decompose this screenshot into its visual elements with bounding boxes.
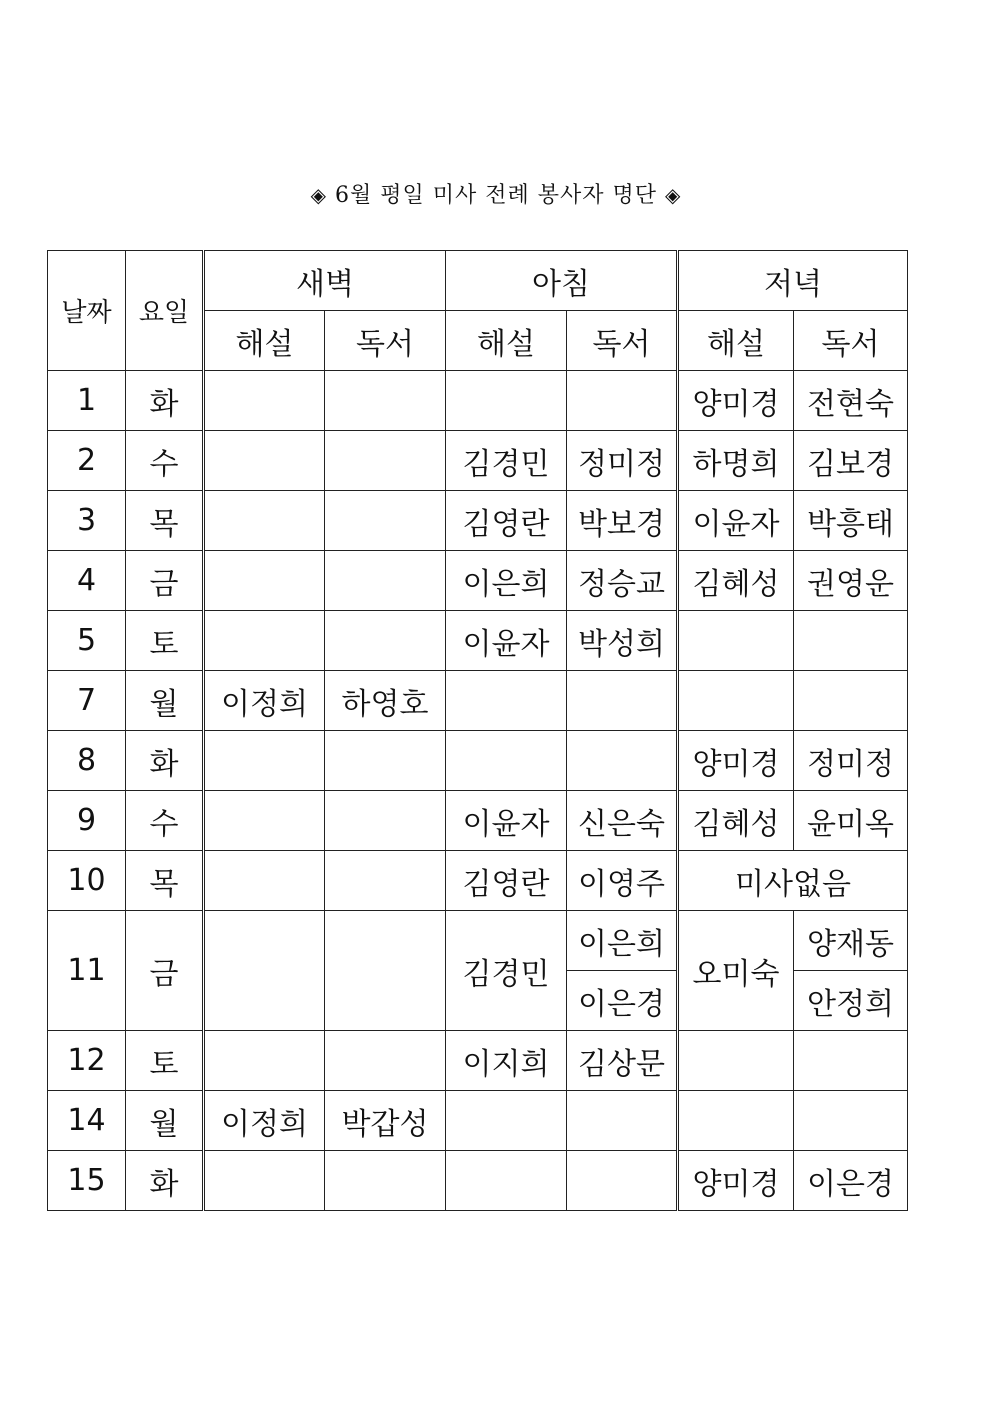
morning-reading-cell bbox=[567, 1091, 678, 1151]
page-title bbox=[0, 178, 992, 209]
day-cell: 토 bbox=[126, 1031, 204, 1091]
header-row-groups bbox=[48, 251, 908, 311]
evening-commentary-cell: 이윤자 bbox=[678, 491, 794, 551]
dawn-commentary-cell bbox=[204, 851, 325, 911]
date-cell: 1 bbox=[48, 371, 126, 431]
dawn-reading-cell bbox=[325, 791, 446, 851]
table-row bbox=[48, 1151, 908, 1211]
dawn-commentary-cell bbox=[204, 611, 325, 671]
evening-commentary-cell: 김혜성 bbox=[678, 551, 794, 611]
date-cell: 12 bbox=[48, 1031, 126, 1091]
table-row bbox=[48, 851, 908, 911]
morning-commentary-cell: 이윤자 bbox=[446, 611, 567, 671]
morning-reading-cell bbox=[567, 671, 678, 731]
table-row bbox=[48, 491, 908, 551]
evening-reading-cell: 전현숙 bbox=[794, 371, 908, 431]
table-row bbox=[48, 551, 908, 611]
day-cell: 화 bbox=[126, 371, 204, 431]
page-title-text: 6월 평일 미사 전례 봉사자 명단 bbox=[335, 183, 657, 208]
morning-commentary-cell: 김경민 bbox=[446, 431, 567, 491]
day-cell: 금 bbox=[126, 551, 204, 611]
evening-commentary-cell: 오미숙 bbox=[678, 911, 794, 1031]
dawn-reading-cell bbox=[325, 431, 446, 491]
evening-commentary-cell bbox=[678, 611, 794, 671]
morning-commentary-cell bbox=[446, 371, 567, 431]
header-morning-reading: 독서 bbox=[567, 311, 678, 371]
morning-commentary-cell: 김영란 bbox=[446, 491, 567, 551]
morning-reading-cell: 박성희 bbox=[567, 611, 678, 671]
evening-commentary-cell: 하명희 bbox=[678, 431, 794, 491]
date-cell: 2 bbox=[48, 431, 126, 491]
evening-reading-cell bbox=[794, 611, 908, 671]
dawn-commentary-cell bbox=[204, 551, 325, 611]
date-cell: 15 bbox=[48, 1151, 126, 1211]
header-dawn-commentary: 해설 bbox=[204, 311, 325, 371]
morning-reading-cell: 박보경 bbox=[567, 491, 678, 551]
table-row bbox=[48, 1031, 908, 1091]
dawn-reading-cell bbox=[325, 1031, 446, 1091]
dawn-commentary-cell bbox=[204, 1031, 325, 1091]
table-row bbox=[48, 431, 908, 491]
morning-reading-cell bbox=[567, 371, 678, 431]
evening-reading-cell: 안정희 bbox=[794, 971, 908, 1031]
morning-commentary-cell bbox=[446, 671, 567, 731]
morning-reading-cell: 이영주 bbox=[567, 851, 678, 911]
dawn-commentary-cell bbox=[204, 911, 325, 1031]
dawn-commentary-cell: 이정희 bbox=[204, 671, 325, 731]
evening-reading-cell: 정미정 bbox=[794, 731, 908, 791]
dawn-reading-cell bbox=[325, 851, 446, 911]
date-cell: 9 bbox=[48, 791, 126, 851]
evening-no-mass-cell: 미사없음 bbox=[678, 851, 908, 911]
day-cell: 월 bbox=[126, 1091, 204, 1151]
morning-reading-cell: 이은희 bbox=[567, 911, 678, 971]
dawn-commentary-cell bbox=[204, 371, 325, 431]
evening-commentary-cell bbox=[678, 671, 794, 731]
morning-commentary-cell bbox=[446, 1151, 567, 1211]
morning-reading-cell: 정승교 bbox=[567, 551, 678, 611]
date-cell: 7 bbox=[48, 671, 126, 731]
table-row bbox=[48, 611, 908, 671]
dawn-reading-cell bbox=[325, 371, 446, 431]
morning-reading-cell bbox=[567, 1151, 678, 1211]
evening-commentary-cell bbox=[678, 1031, 794, 1091]
dawn-commentary-cell bbox=[204, 791, 325, 851]
header-evening-commentary: 해설 bbox=[678, 311, 794, 371]
morning-reading-cell: 김상문 bbox=[567, 1031, 678, 1091]
diamond-icon-left: ◈ bbox=[310, 183, 327, 207]
dawn-reading-cell bbox=[325, 491, 446, 551]
date-cell: 11 bbox=[48, 911, 126, 1031]
evening-reading-cell: 박흥태 bbox=[794, 491, 908, 551]
dawn-reading-cell bbox=[325, 611, 446, 671]
evening-commentary-cell: 양미경 bbox=[678, 371, 794, 431]
day-cell: 화 bbox=[126, 731, 204, 791]
morning-reading-cell bbox=[567, 731, 678, 791]
table-row bbox=[48, 371, 908, 431]
evening-commentary-cell bbox=[678, 1091, 794, 1151]
dawn-commentary-cell bbox=[204, 1151, 325, 1211]
morning-commentary-cell: 김경민 bbox=[446, 911, 567, 1031]
header-morning-commentary: 해설 bbox=[446, 311, 567, 371]
evening-reading-cell: 윤미옥 bbox=[794, 791, 908, 851]
morning-reading-cell: 이은경 bbox=[567, 971, 678, 1031]
morning-reading-cell: 정미정 bbox=[567, 431, 678, 491]
dawn-reading-cell bbox=[325, 731, 446, 791]
diamond-icon-right: ◈ bbox=[665, 183, 682, 207]
evening-reading-cell bbox=[794, 671, 908, 731]
header-dawn: 새벽 bbox=[204, 251, 446, 311]
dawn-commentary-cell bbox=[204, 431, 325, 491]
evening-reading-cell: 김보경 bbox=[794, 431, 908, 491]
header-evening-reading: 독서 bbox=[794, 311, 908, 371]
date-cell: 5 bbox=[48, 611, 126, 671]
header-date: 날짜 bbox=[48, 251, 126, 371]
morning-commentary-cell bbox=[446, 1091, 567, 1151]
dawn-reading-cell: 박갑성 bbox=[325, 1091, 446, 1151]
day-cell: 토 bbox=[126, 611, 204, 671]
morning-reading-cell: 신은숙 bbox=[567, 791, 678, 851]
day-cell: 화 bbox=[126, 1151, 204, 1211]
table-row bbox=[48, 1091, 908, 1151]
day-cell: 월 bbox=[126, 671, 204, 731]
evening-reading-cell bbox=[794, 1031, 908, 1091]
header-morning: 아침 bbox=[446, 251, 678, 311]
evening-reading-cell bbox=[794, 1091, 908, 1151]
morning-commentary-cell: 김영란 bbox=[446, 851, 567, 911]
day-cell: 목 bbox=[126, 851, 204, 911]
evening-commentary-cell: 김혜성 bbox=[678, 791, 794, 851]
dawn-commentary-cell: 이정희 bbox=[204, 1091, 325, 1151]
header-day: 요일 bbox=[126, 251, 204, 371]
morning-commentary-cell: 이은희 bbox=[446, 551, 567, 611]
header-dawn-reading: 독서 bbox=[325, 311, 446, 371]
dawn-reading-cell bbox=[325, 911, 446, 1031]
dawn-commentary-cell bbox=[204, 731, 325, 791]
morning-commentary-cell: 이지희 bbox=[446, 1031, 567, 1091]
table-row bbox=[48, 911, 908, 971]
dawn-reading-cell bbox=[325, 1151, 446, 1211]
date-cell: 8 bbox=[48, 731, 126, 791]
table-row bbox=[48, 791, 908, 851]
evening-commentary-cell: 양미경 bbox=[678, 731, 794, 791]
evening-reading-cell: 이은경 bbox=[794, 1151, 908, 1211]
morning-commentary-cell: 이윤자 bbox=[446, 791, 567, 851]
table-row bbox=[48, 671, 908, 731]
date-cell: 10 bbox=[48, 851, 126, 911]
dawn-commentary-cell bbox=[204, 491, 325, 551]
header-evening: 저녁 bbox=[678, 251, 908, 311]
date-cell: 3 bbox=[48, 491, 126, 551]
table-row bbox=[48, 731, 908, 791]
day-cell: 목 bbox=[126, 491, 204, 551]
day-cell: 금 bbox=[126, 911, 204, 1031]
day-cell: 수 bbox=[126, 431, 204, 491]
dawn-reading-cell: 하영호 bbox=[325, 671, 446, 731]
morning-commentary-cell bbox=[446, 731, 567, 791]
evening-reading-cell: 양재동 bbox=[794, 911, 908, 971]
evening-commentary-cell: 양미경 bbox=[678, 1151, 794, 1211]
day-cell: 수 bbox=[126, 791, 204, 851]
dawn-reading-cell bbox=[325, 551, 446, 611]
date-cell: 14 bbox=[48, 1091, 126, 1151]
date-cell: 4 bbox=[48, 551, 126, 611]
roster-table bbox=[47, 250, 908, 1211]
evening-reading-cell: 권영운 bbox=[794, 551, 908, 611]
